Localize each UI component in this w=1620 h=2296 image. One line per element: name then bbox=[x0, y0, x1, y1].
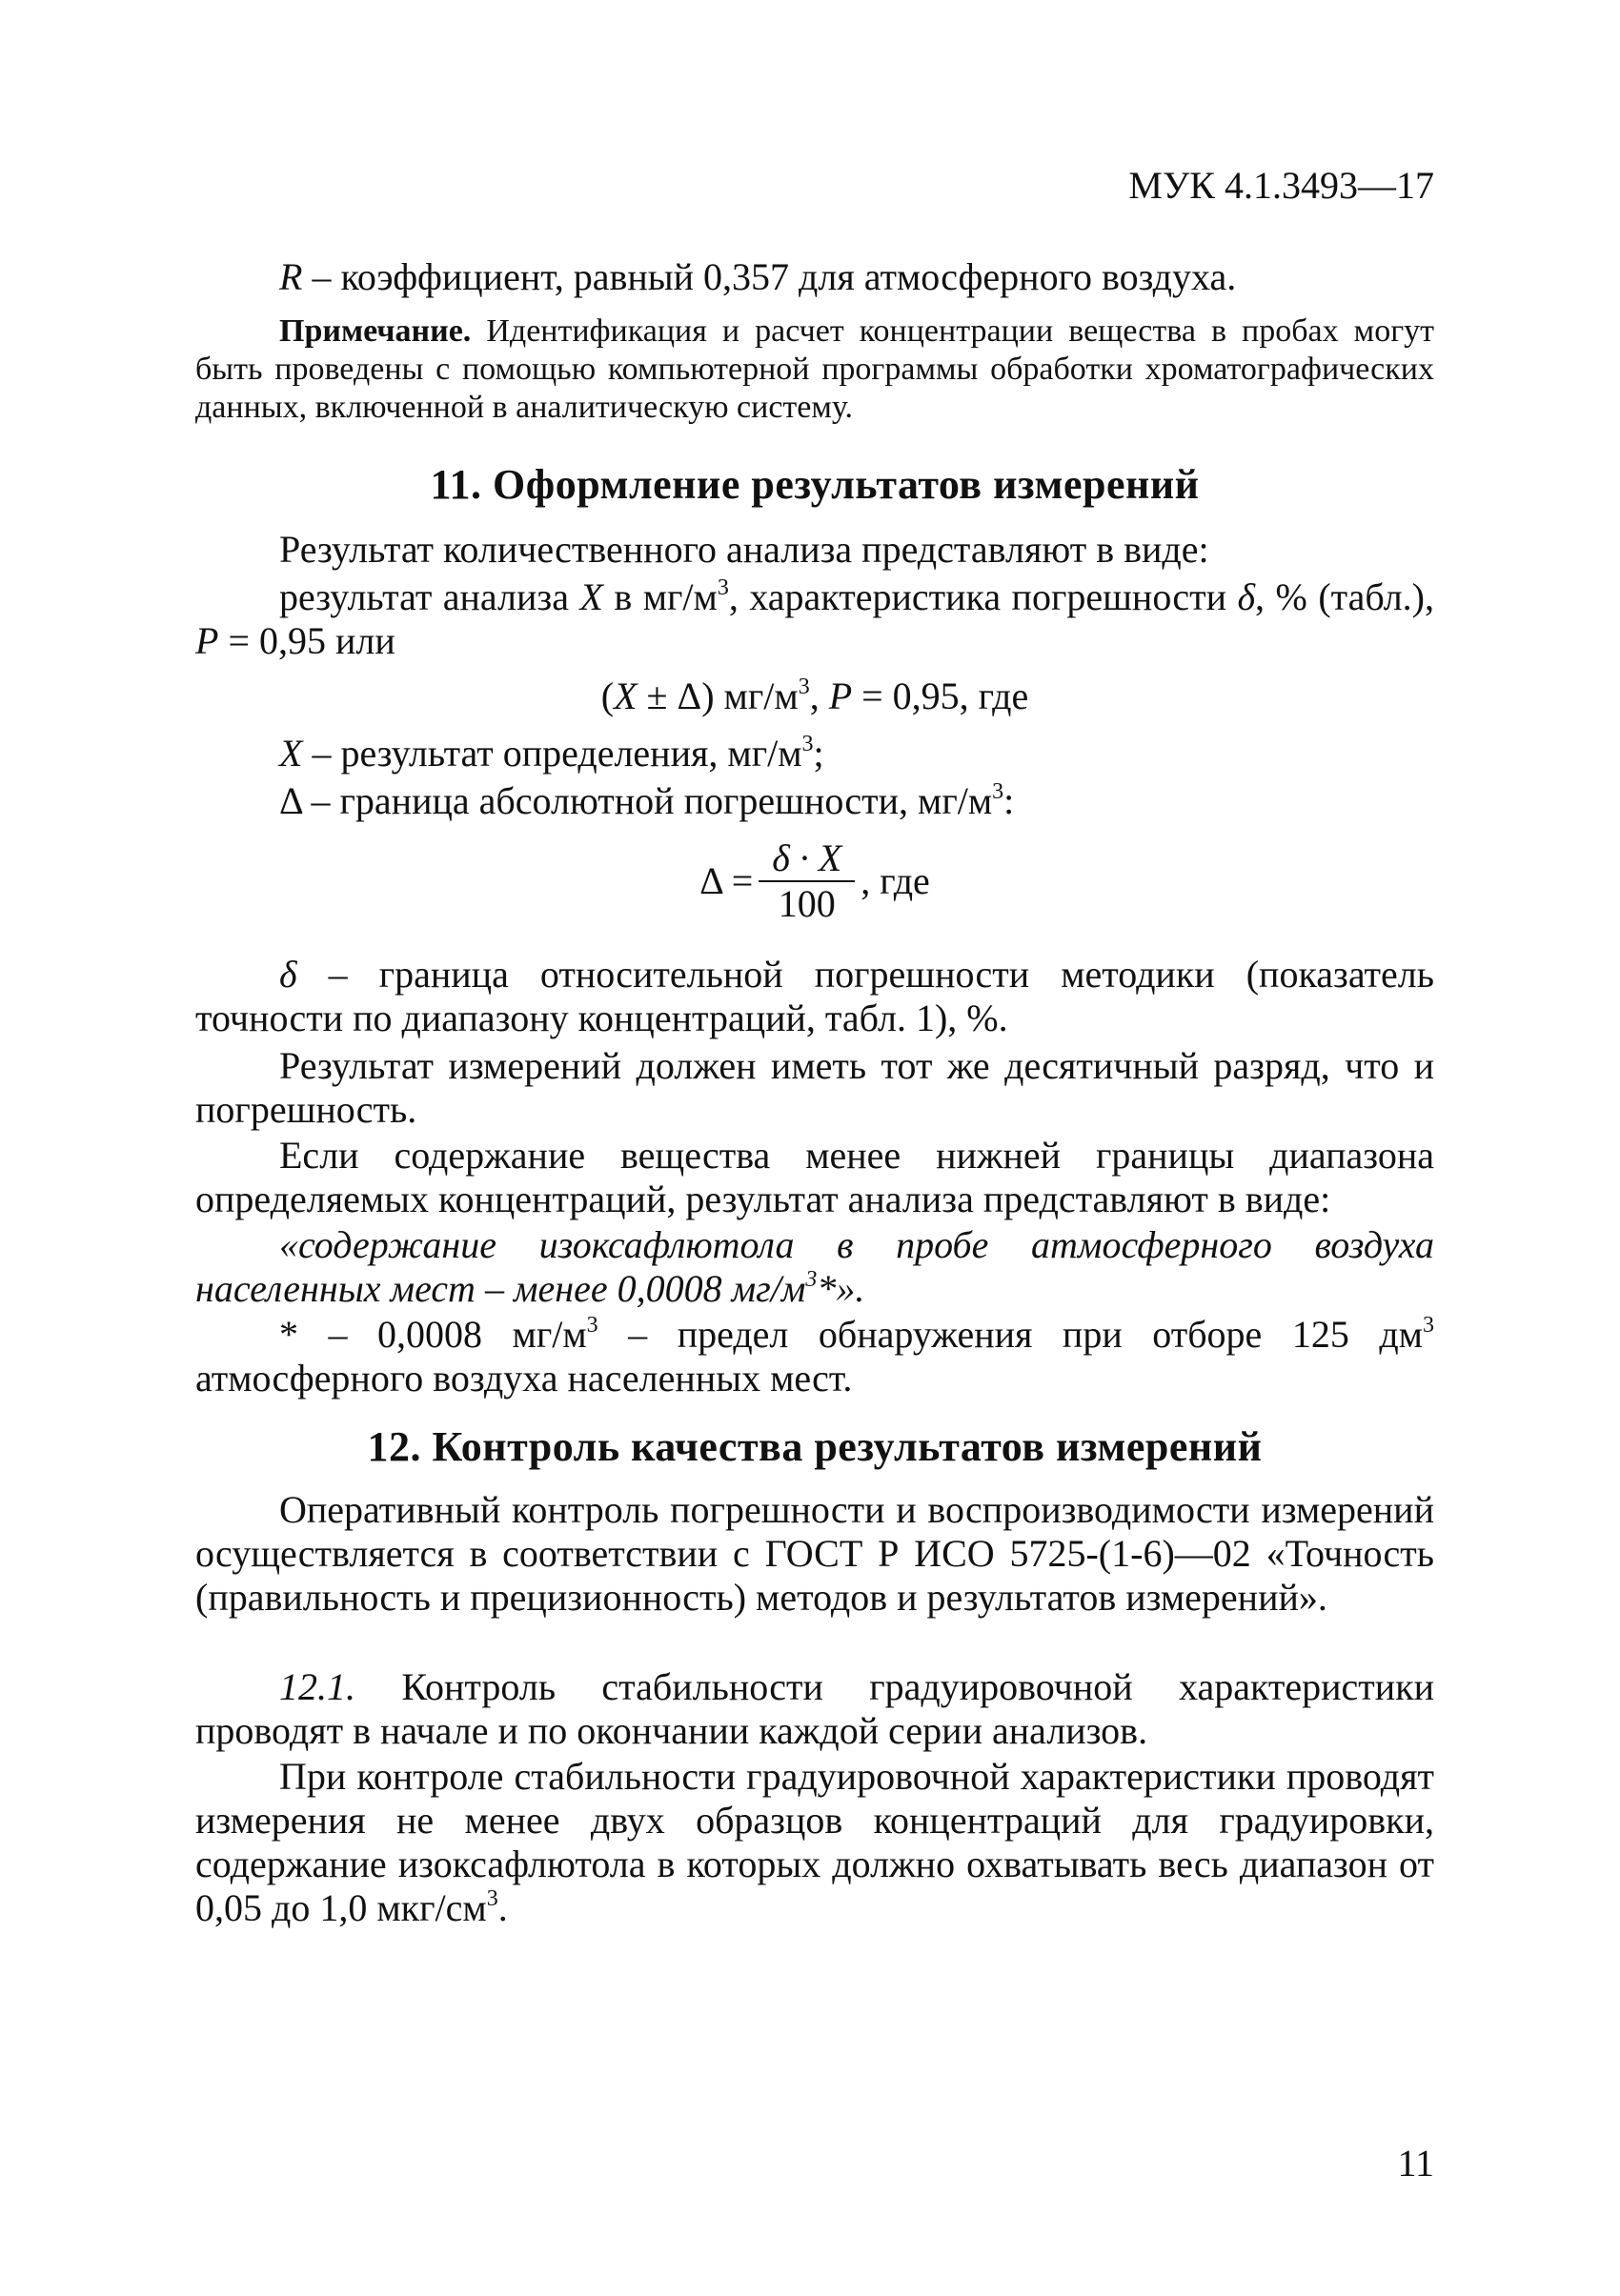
formula-result-with-error: (X ± Δ) $мг/м^3$, P = 0,95, где bbox=[600, 674, 1029, 717]
note-text: Идентификация и расчет концентрации вещества в пробах могут быть проведены с помощью компьютерной программы обработки хроматографических данных, включенной в аналитическую систему. bbox=[195, 313, 1434, 425]
delta-definition-paragraph: δ – граница относительной погрешности методики (показатель точности по диапазону концентраций, табл. 1), %. bbox=[195, 953, 1434, 1039]
section-11-heading: 11. Оформление результатов измерений bbox=[430, 461, 1200, 508]
s12-paragraph-2: 12.1. Контроль стабильности градуировочной характеристики проводят в начале и по окончании каждой серии анализов. bbox=[195, 1665, 1434, 1752]
reporting-quote: «содержание изоксафлютола в пробе атмосферного воздуха населенных мест – менее 0,0008 $мг/м^3*$». bbox=[195, 1223, 1434, 1310]
document-code: МУК 4.1.3493—17 bbox=[1128, 164, 1434, 207]
detection-limit-footnote: * – 0,0008 $мг/м^3$ – предел обнаружения при отборе 125 $дм^3$ атмосферного воздуха населенных мест. bbox=[195, 1312, 1434, 1400]
s12-paragraph-1: Оперативный контроль погрешности и воспроизводимости измерений осуществляется в соответствии с ГОСТ Р ИСО 5725-(1-6)—02 «Точность (правильность и прецизионность) методов и результатов измерений». bbox=[195, 1488, 1434, 1619]
section-12-heading: 12. Контроль качества результатов измерений bbox=[367, 1423, 1263, 1470]
below-range-paragraph: Если содержание вещества менее нижней границы диапазона определяемых концентраций, результат анализа представляют в виде: bbox=[195, 1134, 1434, 1220]
s12-paragraph-3: При контроле стабильности градуировочной характеристики проводят измерения не менее двух образцов концентраций для градуировки, содержание изоксафлютола в которых должно охватывать весь диапазон от 0,05 до 1,0 мкг/$см^3$. bbox=[195, 1755, 1434, 1929]
s11-paragraph-1: Результат количественного анализа представляют в виде: bbox=[279, 528, 1209, 571]
note-label: Примечание. bbox=[279, 313, 472, 349]
definition-x: X – результат определения, $мг/м^3$; bbox=[279, 731, 824, 775]
r-coefficient-text: – коэффициент, равный 0,357 для атмосферного воздуха. bbox=[302, 255, 1237, 298]
s11-paragraph-2: результат анализа X в $мг/м^3$, характеристика погрешности δ, % (табл.), P = 0,95 или bbox=[195, 574, 1434, 662]
fraction bbox=[759, 836, 855, 926]
fraction-denominator: 100 bbox=[778, 882, 836, 925]
definition-delta: Δ – граница абсолютной погрешности, $мг/м^3$: bbox=[279, 778, 1015, 822]
note-paragraph bbox=[195, 312, 1434, 427]
page-number: 11 bbox=[1397, 2142, 1434, 2185]
r-variable: R bbox=[279, 255, 303, 298]
fraction-numerator: δ · X bbox=[759, 836, 855, 882]
formula-delta: Δ = $\frac{\delta \cdot X}{100}$ , где bbox=[699, 836, 930, 925]
result-precision-paragraph: Результат измерений должен иметь тот же десятичный разряд, что и погрешность. bbox=[195, 1044, 1434, 1131]
r-coefficient-line bbox=[195, 255, 1434, 299]
